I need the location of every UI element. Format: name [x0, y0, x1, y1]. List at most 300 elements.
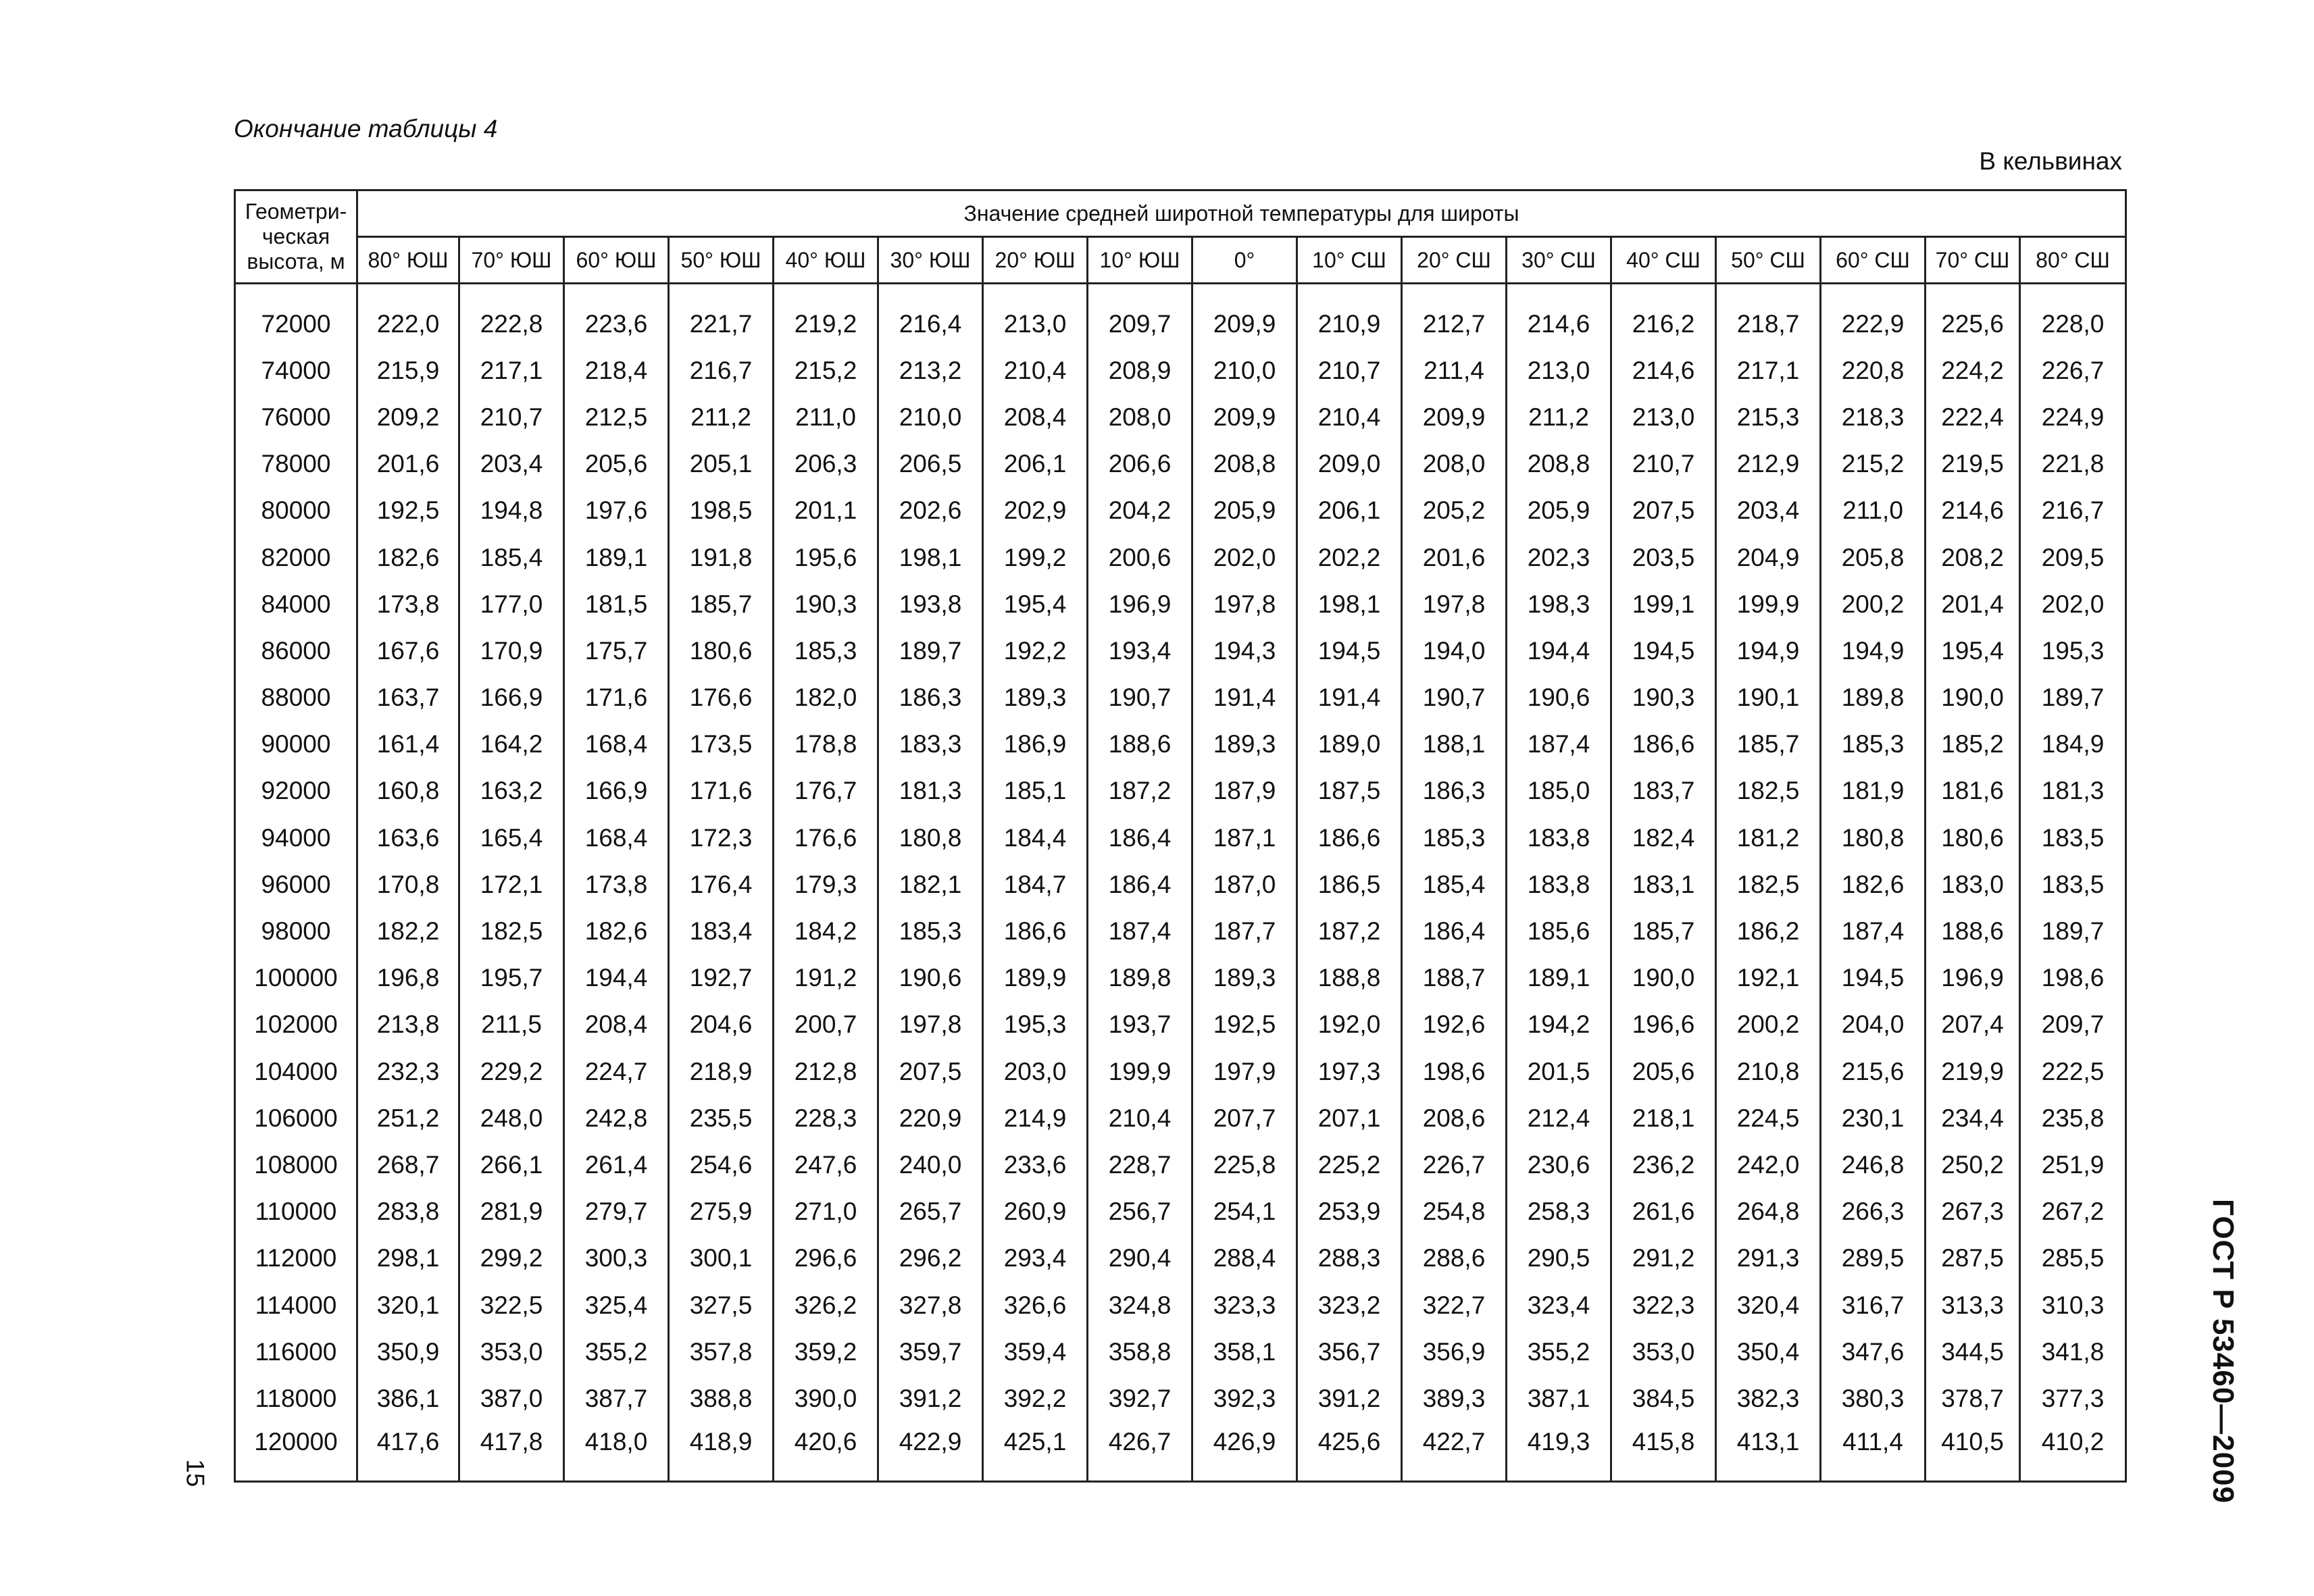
- temperature-cell: 187,4: [1821, 908, 1926, 954]
- temperature-cell: 353,0: [1611, 1329, 1716, 1375]
- temperature-cell: 209,7: [1088, 301, 1192, 347]
- latitude-header: 80° СШ: [2020, 237, 2126, 284]
- temperature-cell: 261,4: [564, 1141, 669, 1188]
- temperature-cell: 210,8: [1716, 1048, 1821, 1095]
- latitude-header: 70° ЮШ: [459, 237, 564, 284]
- temperature-cell: 206,6: [1088, 441, 1192, 488]
- temperature-cell: 177,0: [459, 581, 564, 627]
- temperature-cell: 208,0: [1402, 441, 1507, 488]
- temperature-cell: 195,7: [459, 955, 564, 1002]
- table-row: [235, 1095, 2126, 1141]
- temperature-cell: 220,8: [1821, 347, 1926, 394]
- temperature-cell: 359,4: [983, 1329, 1088, 1375]
- temperature-cell: 186,4: [1402, 908, 1507, 954]
- temperature-cell: 187,4: [1088, 908, 1192, 954]
- temperature-cell: 187,9: [1192, 768, 1297, 815]
- temperature-cell: 194,5: [1821, 955, 1926, 1002]
- temperature-cell: 356,7: [1297, 1329, 1402, 1375]
- temperature-cell: 188,1: [1402, 721, 1507, 768]
- temperature-cell: 186,9: [983, 721, 1088, 768]
- table-row: [235, 861, 2126, 908]
- temperature-cell: 195,4: [1926, 627, 2020, 674]
- temperature-cell: 214,9: [983, 1095, 1088, 1141]
- altitude-cell: 106000: [235, 1095, 357, 1141]
- temperature-cell: 194,0: [1402, 627, 1507, 674]
- temperature-cell: 387,7: [564, 1375, 669, 1422]
- table-row: [235, 1048, 2126, 1095]
- temperature-cell: 183,0: [1926, 861, 2020, 908]
- temperature-cell: 216,4: [878, 301, 983, 347]
- temperature-cell: 426,9: [1192, 1422, 1297, 1482]
- latitude-header: 30° СШ: [1507, 237, 1611, 284]
- temperature-cell: 347,6: [1821, 1329, 1926, 1375]
- temperature-cell: 190,1: [1716, 675, 1821, 721]
- temperature-cell: 185,3: [878, 908, 983, 954]
- temperature-cell: 204,0: [1821, 1002, 1926, 1048]
- temperature-cell: 187,7: [1192, 908, 1297, 954]
- temperature-cell: 185,4: [1402, 861, 1507, 908]
- temperature-cell: 206,5: [878, 441, 983, 488]
- temperature-cell: 195,3: [2020, 627, 2126, 674]
- temperature-cell: 377,3: [2020, 1375, 2126, 1422]
- temperature-cell: 179,3: [774, 861, 878, 908]
- latitude-header: 40° СШ: [1611, 237, 1716, 284]
- temperature-cell: 190,0: [1926, 675, 2020, 721]
- temperature-cell: 415,8: [1611, 1422, 1716, 1482]
- temperature-cell: 208,9: [1088, 347, 1192, 394]
- temperature-cell: 192,7: [669, 955, 774, 1002]
- table-row: [235, 721, 2126, 768]
- temperature-cell: 209,5: [2020, 534, 2126, 581]
- temperature-cell: 186,4: [1088, 861, 1192, 908]
- temperature-cell: 210,4: [1297, 394, 1402, 440]
- temperature-cell: 410,2: [2020, 1422, 2126, 1482]
- temperature-cell: 202,3: [1507, 534, 1611, 581]
- temperature-cell: 185,7: [669, 581, 774, 627]
- temperature-cell: 387,0: [459, 1375, 564, 1422]
- temperature-cell: 355,2: [1507, 1329, 1611, 1375]
- temperature-cell: 207,4: [1926, 1002, 2020, 1048]
- temperature-cell: 390,0: [774, 1375, 878, 1422]
- temperature-cell: 163,7: [357, 675, 459, 721]
- temperature-cell: 176,4: [669, 861, 774, 908]
- temperature-cell: 222,8: [459, 301, 564, 347]
- temperature-cell: 386,1: [357, 1375, 459, 1422]
- temperature-cell: 326,2: [774, 1282, 878, 1329]
- temperature-cell: 250,2: [1926, 1141, 2020, 1188]
- temperature-cell: 182,2: [357, 908, 459, 954]
- temperature-cell: 210,0: [878, 394, 983, 440]
- temperature-cell: 205,8: [1821, 534, 1926, 581]
- temperature-cell: 208,4: [983, 394, 1088, 440]
- temperature-cell: 288,4: [1192, 1235, 1297, 1282]
- temperature-cell: 189,9: [983, 955, 1088, 1002]
- temperature-cell: 228,3: [774, 1095, 878, 1141]
- temperature-cell: 235,8: [2020, 1095, 2126, 1141]
- temperature-cell: 187,5: [1297, 768, 1402, 815]
- temperature-cell: 229,2: [459, 1048, 564, 1095]
- altitude-cell: 74000: [235, 347, 357, 394]
- temperature-cell: 191,2: [774, 955, 878, 1002]
- temperature-cell: 378,7: [1926, 1375, 2020, 1422]
- altitude-cell: 78000: [235, 441, 357, 488]
- temperature-cell: 410,5: [1926, 1422, 2020, 1482]
- temperature-cell: 225,8: [1192, 1141, 1297, 1188]
- temperature-cell: 188,7: [1402, 955, 1507, 1002]
- temperature-cell: 185,0: [1507, 768, 1611, 815]
- temperature-cell: 194,8: [459, 488, 564, 534]
- temperature-cell: 219,5: [1926, 441, 2020, 488]
- table-row: [235, 675, 2126, 721]
- temperature-cell: 224,7: [564, 1048, 669, 1095]
- temperature-cell: 194,3: [1192, 627, 1297, 674]
- temperature-cell: 198,5: [669, 488, 774, 534]
- temperature-cell: 341,8: [2020, 1329, 2126, 1375]
- temperature-cell: 215,6: [1821, 1048, 1926, 1095]
- altitude-cell: 76000: [235, 394, 357, 440]
- latitude-header: 80° ЮШ: [357, 237, 459, 284]
- temperature-cell: 204,9: [1716, 534, 1821, 581]
- temperature-cell: 181,2: [1716, 815, 1821, 861]
- temperature-cell: 279,7: [564, 1189, 669, 1235]
- temperature-cell: 176,6: [669, 675, 774, 721]
- temperature-cell: 425,6: [1297, 1422, 1402, 1482]
- temperature-cell: 359,7: [878, 1329, 983, 1375]
- temperature-cell: 171,6: [564, 675, 669, 721]
- temperature-cell: 168,4: [564, 815, 669, 861]
- altitude-cell: 98000: [235, 908, 357, 954]
- temperature-cell: 199,9: [1716, 581, 1821, 627]
- temperature-cell: 172,1: [459, 861, 564, 908]
- temperature-cell: 288,3: [1297, 1235, 1402, 1282]
- temperature-cell: 355,2: [564, 1329, 669, 1375]
- temperature-cell: 207,5: [1611, 488, 1716, 534]
- temperature-cell: 299,2: [459, 1235, 564, 1282]
- table-row: [235, 815, 2126, 861]
- altitude-cell: 100000: [235, 955, 357, 1002]
- temperature-cell: 200,7: [774, 1002, 878, 1048]
- temperature-cell: 225,2: [1297, 1141, 1402, 1188]
- temperature-cell: 218,1: [1611, 1095, 1716, 1141]
- temperature-cell: 226,7: [2020, 347, 2126, 394]
- temperature-cell: 222,4: [1926, 394, 2020, 440]
- temperature-cell: 172,3: [669, 815, 774, 861]
- latitude-header: 60° СШ: [1821, 237, 1926, 284]
- altitude-cell: 120000: [235, 1422, 357, 1482]
- temperature-cell: 205,9: [1192, 488, 1297, 534]
- temperature-cell: 217,1: [459, 347, 564, 394]
- temperature-cell: 208,4: [564, 1002, 669, 1048]
- temperature-cell: 189,1: [1507, 955, 1611, 1002]
- temperature-cell: 201,1: [774, 488, 878, 534]
- temperature-cell: 186,3: [1402, 768, 1507, 815]
- temperature-cell: 214,6: [1926, 488, 2020, 534]
- temperature-cell: 171,6: [669, 768, 774, 815]
- table-row: [235, 1235, 2126, 1282]
- temperature-cell: 198,6: [1402, 1048, 1507, 1095]
- temperature-cell: 187,1: [1192, 815, 1297, 861]
- temperature-cell: 422,9: [878, 1422, 983, 1482]
- temperature-cell: 265,7: [878, 1189, 983, 1235]
- temperature-cell: 211,2: [1507, 394, 1611, 440]
- latitude-header: 10° СШ: [1297, 237, 1402, 284]
- temperature-cell: 226,7: [1402, 1141, 1507, 1188]
- temperature-cell: 268,7: [357, 1141, 459, 1188]
- temperature-cell: 160,8: [357, 768, 459, 815]
- temperature-cell: 210,9: [1297, 301, 1402, 347]
- temperature-cell: 417,6: [357, 1422, 459, 1482]
- temperature-cell: 325,4: [564, 1282, 669, 1329]
- temperature-cell: 186,6: [1297, 815, 1402, 861]
- temperature-cell: 209,9: [1402, 394, 1507, 440]
- altitude-cell: 108000: [235, 1141, 357, 1188]
- temperature-cell: 207,1: [1297, 1095, 1402, 1141]
- temperature-cell: 327,8: [878, 1282, 983, 1329]
- temperature-cell: 380,3: [1821, 1375, 1926, 1422]
- temperature-cell: 417,8: [459, 1422, 564, 1482]
- temperature-cell: 213,2: [878, 347, 983, 394]
- temperature-cell: 209,9: [1192, 301, 1297, 347]
- temperature-cell: 192,2: [983, 627, 1088, 674]
- temperature-cell: 189,1: [564, 534, 669, 581]
- temperature-cell: 208,6: [1402, 1095, 1507, 1141]
- temperature-cell: 248,0: [459, 1095, 564, 1141]
- temperature-cell: 246,8: [1821, 1141, 1926, 1188]
- temperature-cell: 222,5: [2020, 1048, 2126, 1095]
- temperature-cell: 173,8: [357, 581, 459, 627]
- temperature-cell: 209,7: [2020, 1002, 2126, 1048]
- temperature-cell: 256,7: [1088, 1189, 1192, 1235]
- latitude-header: 10° ЮШ: [1088, 237, 1192, 284]
- temperature-cell: 203,4: [459, 441, 564, 488]
- temperature-cell: 202,0: [2020, 581, 2126, 627]
- temperature-cell: 253,9: [1297, 1189, 1402, 1235]
- temperature-cell: 210,4: [983, 347, 1088, 394]
- temperature-cell: 181,6: [1926, 768, 2020, 815]
- spacer-row: [235, 284, 2126, 301]
- temperature-cell: 242,0: [1716, 1141, 1821, 1188]
- temperature-cell: 198,1: [1297, 581, 1402, 627]
- temperature-cell: 219,2: [774, 301, 878, 347]
- temperature-cell: 205,6: [1611, 1048, 1716, 1095]
- temperature-cell: 300,1: [669, 1235, 774, 1282]
- temperature-cell: 382,3: [1716, 1375, 1821, 1422]
- temperature-cell: 275,9: [669, 1189, 774, 1235]
- temperature-cell: 182,5: [1716, 861, 1821, 908]
- temperature-cell: 254,6: [669, 1141, 774, 1188]
- temperature-cell: 190,6: [1507, 675, 1611, 721]
- temperature-cell: 293,4: [983, 1235, 1088, 1282]
- temperature-cell: 353,0: [459, 1329, 564, 1375]
- temperature-cell: 196,9: [1088, 581, 1192, 627]
- temperature-cell: 254,1: [1192, 1189, 1297, 1235]
- temperature-cell: 358,8: [1088, 1329, 1192, 1375]
- temperature-cell: 193,4: [1088, 627, 1192, 674]
- temperature-cell: 392,3: [1192, 1375, 1297, 1422]
- temperature-cell: 290,5: [1507, 1235, 1611, 1282]
- altitude-cell: 94000: [235, 815, 357, 861]
- temperature-cell: 193,8: [878, 581, 983, 627]
- temperature-cell: 192,5: [1192, 1002, 1297, 1048]
- temperature-cell: 217,1: [1716, 347, 1821, 394]
- temperature-cell: 232,3: [357, 1048, 459, 1095]
- altitude-cell: 114000: [235, 1282, 357, 1329]
- temperature-cell: 296,6: [774, 1235, 878, 1282]
- temperature-cell: 195,3: [983, 1002, 1088, 1048]
- temperature-cell: 350,4: [1716, 1329, 1821, 1375]
- temperature-cell: 358,1: [1192, 1329, 1297, 1375]
- temperature-cell: 209,2: [357, 394, 459, 440]
- temperature-cell: 189,8: [1821, 675, 1926, 721]
- temperature-cell: 190,3: [774, 581, 878, 627]
- temperature-cell: 210,7: [1611, 441, 1716, 488]
- temperature-cell: 180,6: [669, 627, 774, 674]
- temperature-cell: 190,0: [1611, 955, 1716, 1002]
- temperature-cell: 218,3: [1821, 394, 1926, 440]
- altitude-cell: 116000: [235, 1329, 357, 1375]
- temperature-cell: 392,2: [983, 1375, 1088, 1422]
- temperature-cell: 163,6: [357, 815, 459, 861]
- temperature-cell: 181,9: [1821, 768, 1926, 815]
- temperature-cell: 183,5: [2020, 815, 2126, 861]
- table-row: [235, 441, 2126, 488]
- temperature-cell: 189,7: [878, 627, 983, 674]
- temperature-cell: 203,0: [983, 1048, 1088, 1095]
- temperature-cell: 183,3: [878, 721, 983, 768]
- temperature-cell: 198,1: [878, 534, 983, 581]
- altitude-cell: 104000: [235, 1048, 357, 1095]
- table-row: [235, 768, 2126, 815]
- temperature-cell: 320,1: [357, 1282, 459, 1329]
- temperature-cell: 203,4: [1716, 488, 1821, 534]
- temperature-cell: 389,3: [1402, 1375, 1507, 1422]
- temperature-cell: 181,3: [2020, 768, 2126, 815]
- temperature-cell: 208,0: [1088, 394, 1192, 440]
- temperature-cell: 201,5: [1507, 1048, 1611, 1095]
- temperature-cell: 192,5: [357, 488, 459, 534]
- table-row: [235, 1282, 2126, 1329]
- temperature-cell: 357,8: [669, 1329, 774, 1375]
- temperature-table: [234, 189, 2127, 1483]
- temperature-cell: 186,5: [1297, 861, 1402, 908]
- temperature-cell: 316,7: [1821, 1282, 1926, 1329]
- temperature-cell: 191,4: [1297, 675, 1402, 721]
- temperature-cell: 182,1: [878, 861, 983, 908]
- temperature-cell: 208,8: [1507, 441, 1611, 488]
- altitude-cell: 84000: [235, 581, 357, 627]
- temperature-cell: 234,4: [1926, 1095, 2020, 1141]
- temperature-cell: 271,0: [774, 1189, 878, 1235]
- row-header-line: ческая: [261, 224, 330, 249]
- temperature-cell: 211,0: [774, 394, 878, 440]
- temperature-cell: 186,6: [1611, 721, 1716, 768]
- temperature-cell: 191,8: [669, 534, 774, 581]
- temperature-cell: 194,4: [1507, 627, 1611, 674]
- temperature-cell: 202,2: [1297, 534, 1402, 581]
- temperature-cell: 310,3: [2020, 1282, 2126, 1329]
- temperature-cell: 266,1: [459, 1141, 564, 1188]
- temperature-cell: 236,2: [1611, 1141, 1716, 1188]
- temperature-cell: 182,5: [1716, 768, 1821, 815]
- temperature-cell: 388,8: [669, 1375, 774, 1422]
- temperature-cell: 213,0: [1611, 394, 1716, 440]
- table-row: [235, 1329, 2126, 1375]
- table-caption: Окончание таблицы 4: [234, 115, 498, 143]
- temperature-cell: 209,0: [1297, 441, 1402, 488]
- temperature-cell: 327,5: [669, 1282, 774, 1329]
- temperature-cell: 419,3: [1507, 1422, 1611, 1482]
- temperature-cell: 189,7: [2020, 675, 2126, 721]
- temperature-cell: 221,8: [2020, 441, 2126, 488]
- temperature-cell: 185,3: [1821, 721, 1926, 768]
- temperature-cell: 183,4: [669, 908, 774, 954]
- temperature-cell: 202,6: [878, 488, 983, 534]
- temperature-cell: 242,8: [564, 1095, 669, 1141]
- temperature-cell: 350,9: [357, 1329, 459, 1375]
- temperature-cell: 392,7: [1088, 1375, 1192, 1422]
- temperature-cell: 291,2: [1611, 1235, 1716, 1282]
- temperature-cell: 391,2: [878, 1375, 983, 1422]
- temperature-cell: 195,4: [983, 581, 1088, 627]
- temperature-cell: 188,6: [1926, 908, 2020, 954]
- temperature-cell: 186,4: [1088, 815, 1192, 861]
- altitude-cell: 72000: [235, 301, 357, 347]
- temperature-cell: 199,1: [1611, 581, 1716, 627]
- temperature-cell: 204,6: [669, 1002, 774, 1048]
- temperature-cell: 186,3: [878, 675, 983, 721]
- altitude-cell: 112000: [235, 1235, 357, 1282]
- temperature-cell: 212,4: [1507, 1095, 1611, 1141]
- temperature-cell: 251,2: [357, 1095, 459, 1141]
- temperature-cell: 216,7: [669, 347, 774, 394]
- temperature-cell: 216,7: [2020, 488, 2126, 534]
- temperature-cell: 194,4: [564, 955, 669, 1002]
- standard-designation: ГОСТ Р 53460—2009: [2207, 1199, 2240, 1504]
- temperature-cell: 199,2: [983, 534, 1088, 581]
- temperature-cell: 214,6: [1611, 347, 1716, 394]
- temperature-cell: 196,9: [1926, 955, 2020, 1002]
- temperature-cell: 188,8: [1297, 955, 1402, 1002]
- temperature-cell: 187,2: [1297, 908, 1402, 954]
- temperature-cell: 196,8: [357, 955, 459, 1002]
- temperature-cell: 181,5: [564, 581, 669, 627]
- temperature-cell: 206,3: [774, 441, 878, 488]
- temperature-cell: 166,9: [459, 675, 564, 721]
- temperature-cell: 190,3: [1611, 675, 1716, 721]
- temperature-cell: 225,6: [1926, 301, 2020, 347]
- temperature-cell: 213,0: [983, 301, 1088, 347]
- temperature-cell: 188,6: [1088, 721, 1192, 768]
- temperature-cell: 387,1: [1507, 1375, 1611, 1422]
- temperature-cell: 418,0: [564, 1422, 669, 1482]
- temperature-cell: 187,0: [1192, 861, 1297, 908]
- temperature-cell: 220,9: [878, 1095, 983, 1141]
- temperature-cell: 197,3: [1297, 1048, 1402, 1095]
- temperature-cell: 264,8: [1716, 1189, 1821, 1235]
- temperature-cell: 192,1: [1716, 955, 1821, 1002]
- temperature-cell: 181,3: [878, 768, 983, 815]
- temperature-cell: 222,0: [357, 301, 459, 347]
- temperature-cell: 210,7: [1297, 347, 1402, 394]
- table-row: [235, 581, 2126, 627]
- temperature-cell: 207,7: [1192, 1095, 1297, 1141]
- temperature-cell: 203,5: [1611, 534, 1716, 581]
- temperature-cell: 210,7: [459, 394, 564, 440]
- temperature-cell: 204,2: [1088, 488, 1192, 534]
- temperature-cell: 173,8: [564, 861, 669, 908]
- table-row: [235, 1422, 2126, 1482]
- temperature-cell: 267,2: [2020, 1189, 2126, 1235]
